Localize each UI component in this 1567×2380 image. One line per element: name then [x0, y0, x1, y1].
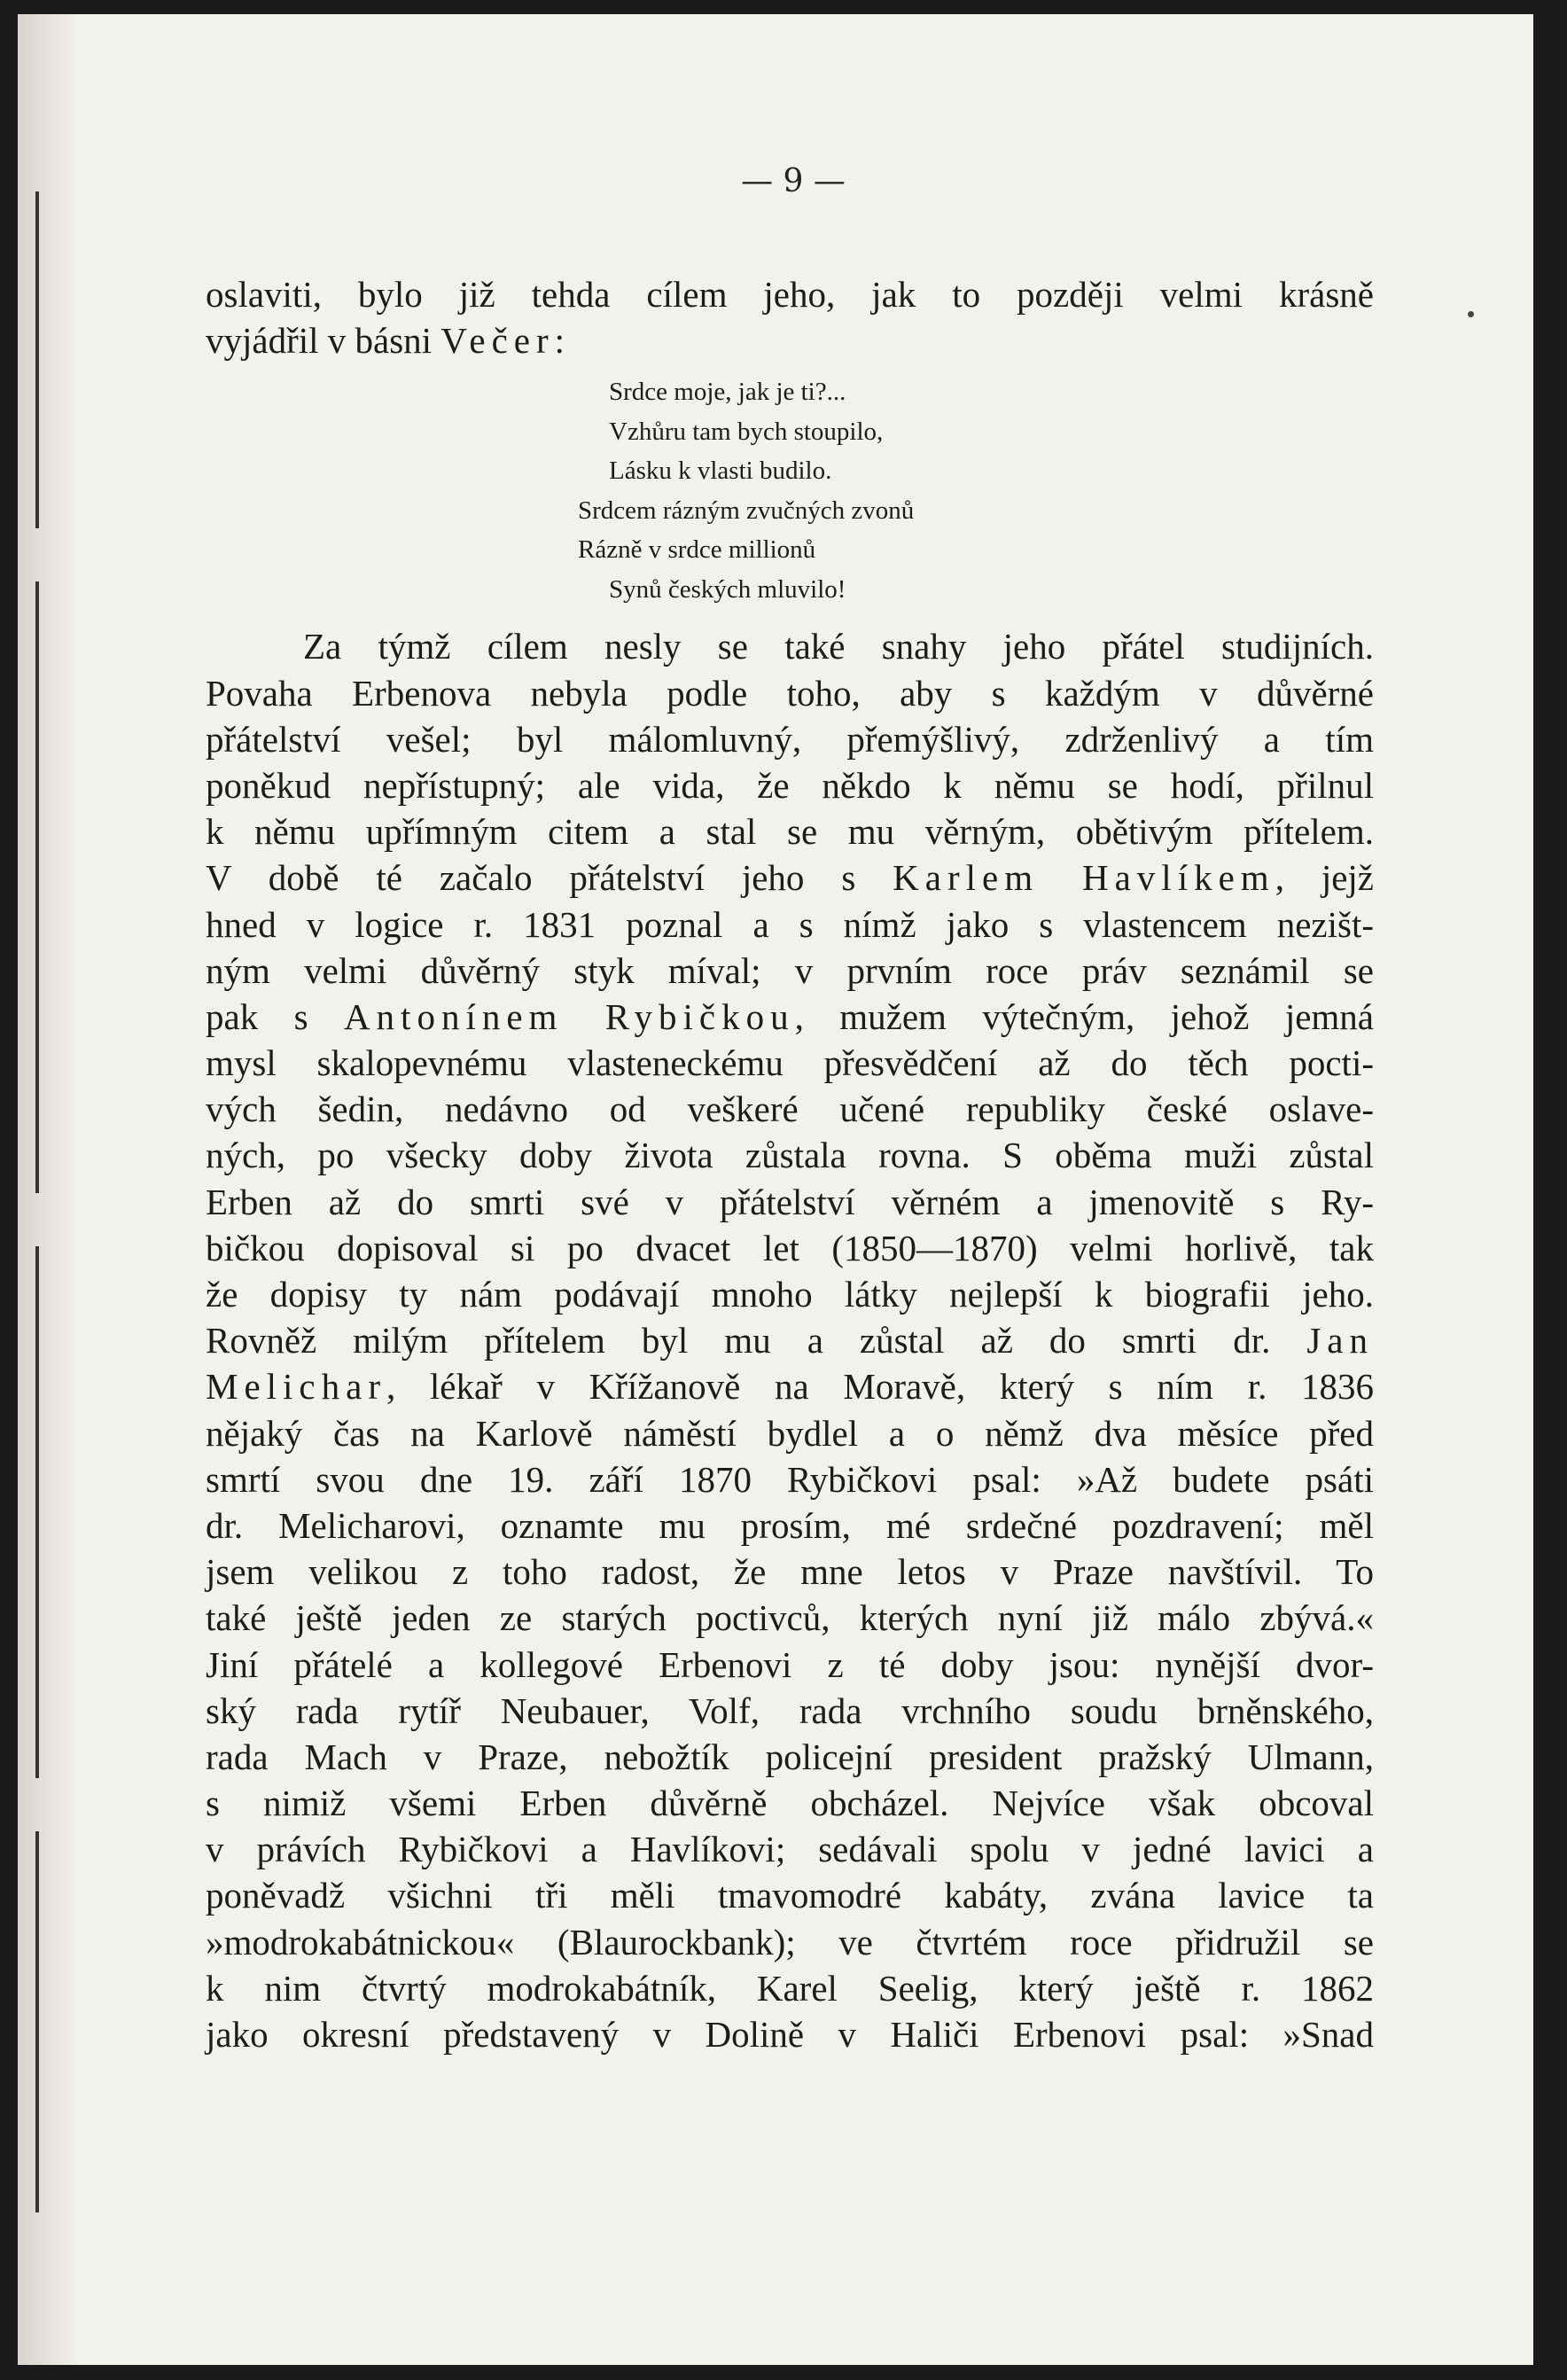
text-line: vých šedin, nedávno od veškeré učené republiky české oslave-: [206, 1089, 1374, 1130]
text-line: hned v logice r. 1831 poznal a s nímž jako s vlastencem nezišt-: [206, 903, 1374, 945]
text-line: ných, po všecky doby života zůstala rovna. S oběma muži zůstal: [206, 1135, 1374, 1176]
binding-mark: [35, 581, 39, 1193]
person-name: Karlem Havlíkem: [893, 857, 1275, 899]
poem: [206, 372, 1374, 609]
binding-shadow: [18, 14, 80, 2365]
poem-line: Srdce moje, jak je ti?...: [609, 378, 846, 407]
poem-title: Večer: [440, 320, 555, 362]
text-line: rada Mach v Praze, nebožtík policejní president pražský Ulmann,: [206, 1736, 1374, 1777]
text-line: k němu upřímným citem a stal se mu věrným, obětivým přítelem.: [206, 811, 1374, 853]
text-segment: , lékař v Křížanově na Moravě, který s ním r. 1836: [386, 1366, 1374, 1408]
text-line: v právích Rybičkovi a Havlíkovi; sedávali spolu v jedné lavici a: [206, 1829, 1374, 1870]
text-line: [206, 317, 1374, 363]
text-line: Povaha Erbenova nebyla podle toho, aby s každým v důvěrné: [206, 672, 1374, 714]
text-line: [206, 1317, 1374, 1363]
page-number: — 9 —: [741, 163, 846, 199]
person-name: Jan: [1306, 1320, 1374, 1362]
text-line: jsem velikou z toho radost, že mne letos v Praze navštívil. To: [206, 1551, 1374, 1593]
text-line: nějaký čas na Karlově náměstí bydlel a o němž dva měsíce před: [206, 1412, 1374, 1454]
text-line: přátelství vešel; byl málomluvný, přemýšlivý, zdrženlivý a tím: [206, 718, 1374, 760]
text-line: Za týmž cílem nesly se také snahy jeho přátel studijních.: [303, 626, 1374, 667]
speck: [1468, 311, 1474, 317]
binding-mark: [35, 191, 39, 528]
poem-line: Lásku k vlasti budilo.: [609, 456, 832, 486]
text-line: poněkud nepřístupný; ale vida, že někdo k němu se hodí, přilnul: [206, 764, 1374, 806]
binding-mark: [35, 1831, 39, 2212]
poem-line: Synů českých mluvilo!: [609, 574, 846, 604]
text-line: poněvadž všichni tři měli tmavomodré kabáty, zvána lavice ta: [206, 1875, 1374, 1916]
text-line: [206, 994, 1374, 1040]
text-segment: vyjádřil v básni: [206, 320, 441, 362]
text-line: s nimiž všemi Erben důvěrně obcházel. Nejvíce však obcoval: [206, 1783, 1374, 1824]
text-line: ský rada rytíř Neubauer, Volf, rada vrchního soudu brněnského,: [206, 1689, 1374, 1731]
poem-line: Srdcem rázným zvučných zvonů: [578, 496, 915, 525]
text-segment: Rovněž milým přítelem byl mu a zůstal až do smrti dr.: [206, 1320, 1307, 1362]
binding-mark: [35, 1246, 39, 1778]
book-page: [18, 14, 1533, 2365]
text-segment: , mužem výtečným, jehož jemná: [794, 995, 1374, 1037]
text-line: k nim čtvrtý modrokabátník, Karel Seelig, který ještě r. 1862: [206, 1967, 1374, 2009]
body-text: [206, 271, 1374, 2057]
text-line: jako okresní představený v Dolině v Haliči Erbenovi psal: »Snad: [206, 2014, 1374, 2055]
text-line: také ještě jeden ze starých poctivců, kterých nyní již málo zbývá.«: [206, 1597, 1374, 1639]
text-line: Erben až do smrti své v přátelství věrném a jmenovitě s Ry-: [206, 1181, 1374, 1222]
text-line: smrtí svou dne 19. září 1870 Rybičkovi psal: »Až budete psáti: [206, 1458, 1374, 1500]
person-name: Melichar: [206, 1366, 386, 1408]
text-line: dr. Melicharovi, oznamte mu prosím, mé srdečné pozdravení; měl: [206, 1504, 1374, 1546]
poem-line: Vzhůru tam bych stoupilo,: [609, 417, 884, 446]
text-segment: V době té začalo přátelství jeho s: [206, 857, 893, 899]
text-line: bičkou dopisoval si po dvacet let (1850—1870) velmi horlivě, tak: [206, 1227, 1374, 1268]
text-line: [206, 1363, 1374, 1409]
text-line: Jiní přátelé a kollegové Erbenovi z té doby jsou: nynější dvor-: [206, 1643, 1374, 1685]
text-line: ným velmi důvěrný styk míval; v prvním roce práv seznámil se: [206, 949, 1374, 991]
poem-line: Rázně v srdce millionů: [578, 535, 816, 565]
text-line: [206, 854, 1374, 901]
text-segment: :: [554, 320, 565, 362]
person-name: Antonínem Rybičkou: [343, 995, 795, 1037]
text-segment: pak s: [206, 995, 344, 1037]
text-segment: , jejž: [1275, 857, 1375, 899]
text-line: mysl skalopevnému vlasteneckému přesvědčení až do těch pocti-: [206, 1042, 1374, 1084]
text-line: oslaviti, bylo již tehda cílem jeho, jak to později velmi krásně: [206, 274, 1374, 315]
text-line: »modrokabátnickou« (Blaurockbank); ve čtvrtém roce přidružil se: [206, 1921, 1374, 1963]
text-line: že dopisy ty nám podávají mnoho látky nejlepší k biografii jeho.: [206, 1274, 1374, 1315]
